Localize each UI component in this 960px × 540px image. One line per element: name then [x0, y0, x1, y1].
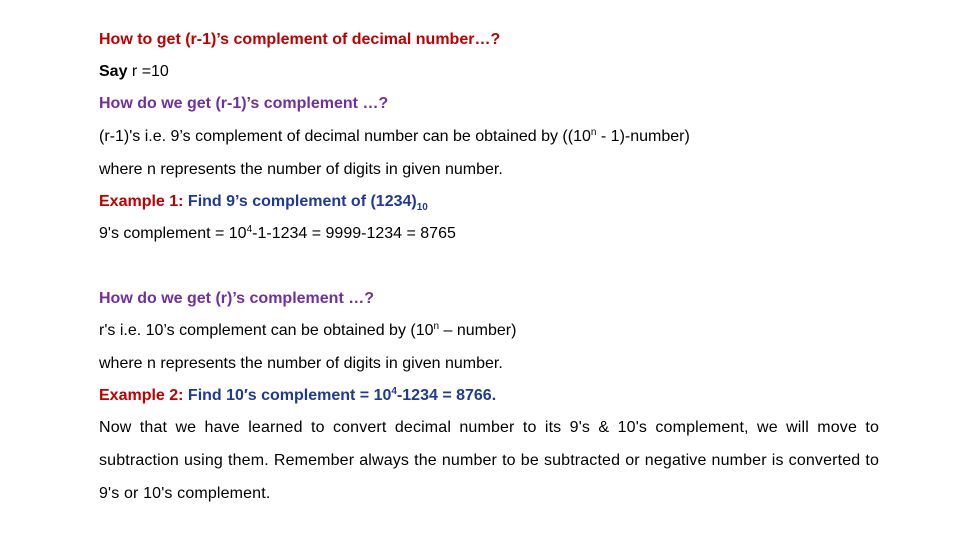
exponent-4: 4: [246, 224, 253, 235]
say-r-line: [99, 62, 169, 82]
exponent-4-2: 4: [391, 386, 397, 397]
where-n-line-2: where n represents the number of digits in given number.: [99, 355, 503, 372]
say-r-value: r =10: [127, 63, 169, 80]
r-definition-text: r's i.e. 10’s complement can be obtained by (10: [99, 322, 434, 339]
example-1-label: Example 1:: [99, 193, 184, 210]
example-2-tail: -1234 = 8766.: [396, 387, 497, 404]
r-definition-tail: – number): [439, 322, 517, 339]
example-2-label: Example 2:: [99, 387, 184, 404]
r-minus-1-definition-text: (r-1)'s i.e. 9’s complement of decimal number can be obtained by ((10: [99, 128, 591, 145]
base-subscript: 10: [416, 202, 428, 213]
calculation-1: [99, 224, 456, 244]
exponent-n-2: n: [433, 321, 440, 332]
r-minus-1-definition: [99, 127, 690, 147]
question-r: How do we get (r)’s complement …?: [99, 290, 374, 307]
question-r-minus-1: How do we get (r-1)’s complement …?: [99, 95, 389, 112]
say-label: Say: [99, 63, 128, 80]
where-n-line-1: where n represents the number of digits in given number.: [99, 161, 503, 178]
example-2-text: Find 10′s complement = 10: [183, 387, 392, 404]
r-definition: [99, 321, 516, 341]
example-2: [99, 386, 496, 406]
closing-paragraph: Now that we have learned to convert decimal number to its 9's & 10's complement, we will move to subtraction using them. Remember always the number to be subtracted or negative number is converted to 9's or 10's complement.: [99, 419, 879, 502]
calculation-1-tail: -1-1234 = 9999-1234 = 8765: [252, 225, 456, 242]
exponent-n: n: [590, 127, 597, 138]
calculation-1-text: 9's complement = 10: [99, 225, 247, 242]
r-minus-1-definition-tail: - 1)-number): [596, 128, 690, 145]
example-1: [99, 192, 428, 212]
page-title: How to get (r-1)’s complement of decimal number…?: [99, 31, 501, 48]
example-1-text: Find 9’s complement of (1234): [183, 193, 417, 210]
